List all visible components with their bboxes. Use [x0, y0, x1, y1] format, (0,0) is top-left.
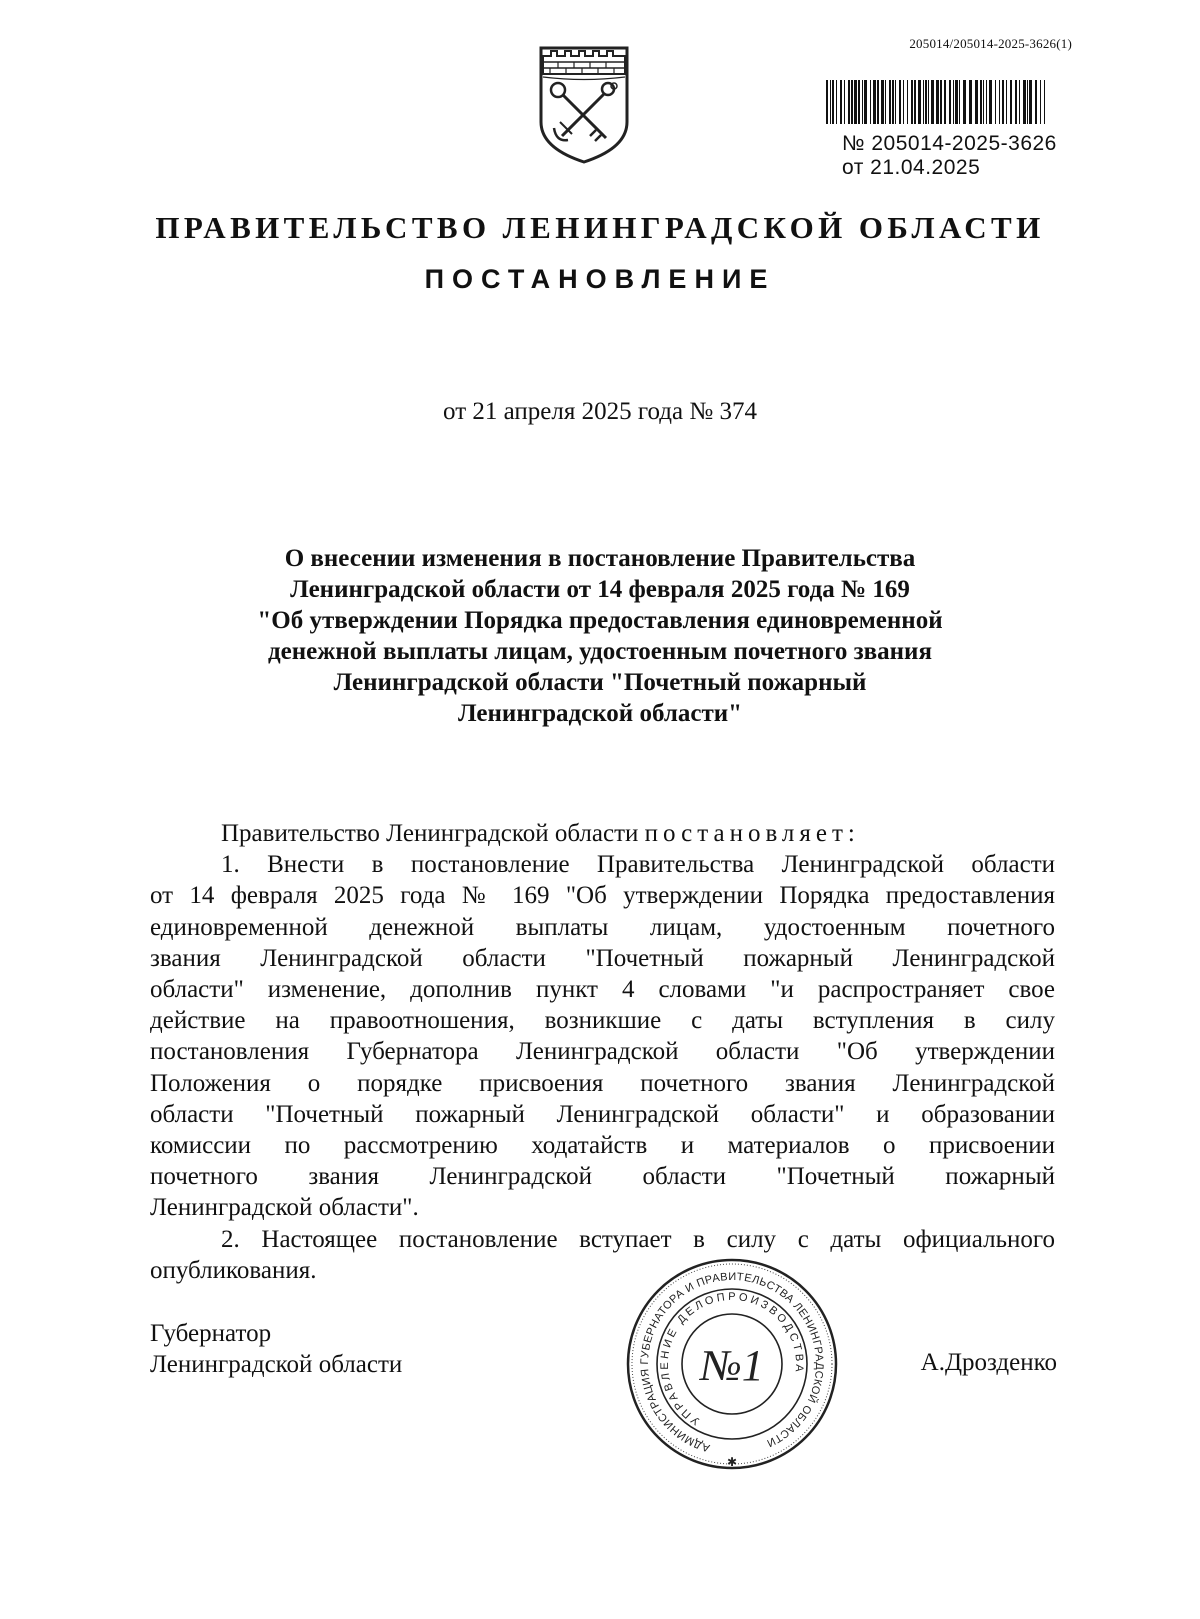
document-type: ПОСТАНОВЛЕНИЕ	[424, 264, 776, 294]
item-1-line: 1. Внести в постановление Правительства Ленинградской области	[221, 851, 1055, 879]
stamp-center-text: №1	[700, 1341, 764, 1390]
subject-line: О внесении изменения в постановление Правительства	[284, 545, 916, 572]
item-2-line: опубликования.	[150, 1256, 317, 1284]
item-1-line: Ленинградской области".	[150, 1194, 419, 1222]
item-1-line: от 14 февраля 2025 года № 169 "Об утверждении Порядка предоставления	[150, 882, 1055, 910]
svg-text:✱: ✱	[726, 1455, 738, 1469]
item-1-line: области "Почетный пожарный Ленинградской области" и образовании	[150, 1100, 1055, 1128]
stamp-inner-text: УПРАВЛЕНИЕ ДЕЛОПРОИЗВОДСТВА	[658, 1290, 806, 1428]
stamp-outer-text: АДМИНИСТРАЦИЯ ГУБЕРНАТОРА И ПРАВИТЕЛЬСТВА ЛЕНИНГРАДСКОЙ ОБЛАСТИ	[638, 1270, 826, 1454]
subject-line: Ленинградской области"	[457, 700, 743, 727]
item-1-line: единовременной денежной выплаты лицам, удостоенным почетного	[150, 913, 1055, 941]
registry-date: от 21.04.2025	[842, 156, 981, 179]
document-subject	[150, 543, 1050, 729]
document-body	[150, 818, 1055, 1286]
subject-line: денежной выплаты лицам, удостоенным почетного звания	[268, 638, 932, 665]
item-1-line: постановления Губернатора Ленинградской области "Об утверждении	[150, 1038, 1055, 1066]
item-1-line: области" изменение, дополнив пункт 4 словами "и распространяет свое	[150, 976, 1055, 1004]
item-1-line: комиссии по рассмотрению ходатайств и материалов о присвоении	[150, 1132, 1055, 1160]
preamble-verb: постановляет:	[644, 820, 860, 847]
signer-position	[150, 1318, 402, 1380]
item-1-line: звания Ленинградской области "Почетный пожарный Ленинградской	[150, 944, 1055, 972]
item-2-line: 2. Настоящее постановление вступает в силу с даты официального	[221, 1225, 1055, 1253]
registry-number: № 205014-2025-3626	[842, 132, 1057, 155]
organization-title: ПРАВИТЕЛЬСТВО ЛЕНИНГРАДСКОЙ ОБЛАСТИ	[155, 210, 1045, 245]
preamble-text: Правительство Ленинградской области	[221, 820, 645, 847]
subject-line: "Об утверждении Порядка предоставления единовременной	[257, 607, 943, 634]
signer-name: А.Дрозденко	[920, 1349, 1057, 1376]
signer-position-line: Ленинградской области	[150, 1351, 403, 1378]
official-seal-icon	[624, 1256, 840, 1472]
subject-line: Ленинградской области "Почетный пожарный	[333, 669, 867, 696]
preamble	[150, 818, 1055, 849]
subject-line: Ленинградской области от 14 февраля 2025 года № 169	[290, 576, 910, 603]
item-1-line: действие на правоотношения, возникшие с даты вступления в силу	[150, 1007, 1055, 1035]
barcode-icon	[826, 80, 1048, 124]
item-1-line: почетного звания Ленинградской области "Почетный пожарный	[150, 1163, 1055, 1191]
document-date-number: от 21 апреля 2025 года № 374	[443, 398, 757, 425]
item-1-line: Положения о порядке присвоения почетного звания Ленинградской	[150, 1069, 1055, 1097]
signer-position-line: Губернатор	[150, 1320, 272, 1347]
leningrad-oblast-coat-of-arms-icon	[538, 44, 630, 166]
registry-code: 205014/205014-2025-3626(1)	[909, 36, 1072, 51]
